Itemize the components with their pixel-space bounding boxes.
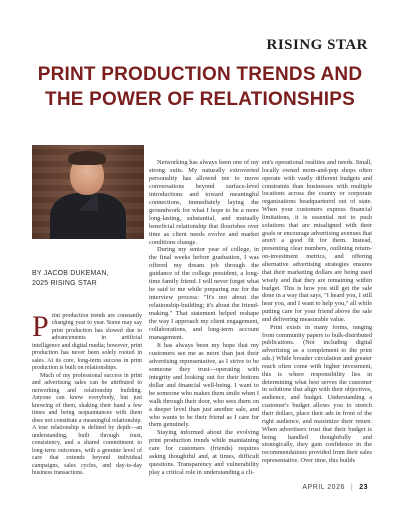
paragraph: Much of my professional success in print and advertising sales can be attributed to networking and relationship building. Anyone can know everybody, but just knowing of them, shaking their hand a few times and being acquaintances with them does not constitute a meaningful relationship. A true relationship is defined by depth—an understanding, built through trust, consistency, and a shared commitment to long-term outcomes, with a genuine level of care that extends beyond individual campaigns, sales cycles, and day-to-day business transactions. — [32, 372, 142, 477]
author-photo — [32, 145, 144, 239]
page-number: 23 — [359, 484, 368, 491]
byline-award: 2025 RISING STAR — [32, 279, 97, 287]
section-label: RISING STAR — [266, 37, 368, 53]
article-column-1 — [32, 310, 142, 478]
paragraph: Print production trends are constantly changing year to year. Some may say print production has slowed due to advancements in artificial intelligence and digital media; however, print production has never been solely rooted in sales. At its core, long-term success in print production is built on relationships. — [32, 310, 142, 372]
title-line-1: PRINT PRODUCTION TRENDS AND — [37, 64, 363, 85]
article-column-2 — [149, 159, 259, 477]
byline-author: BY JACOB DUKEMAN, — [32, 270, 109, 277]
page-footer — [302, 484, 368, 491]
issue-date: APRIL 2026 — [302, 484, 345, 491]
drop-cap: P — [32, 310, 49, 343]
article-column-3 — [262, 159, 372, 465]
folio-separator: | — [350, 484, 354, 491]
paragraph: It has always been my hope that my customers see me as more than just their advertising representative, as I strive to be someone they trust—operating with integrity and looking out for their bottom dollar and financial well-being. I want to be someone who makes them smile when I walk through their door, who sees them on a deeper level than just another sale, and who wants to be their friend as I care for them genuinely. — [149, 341, 259, 429]
paragraph: Networking has always been one of my strong suits. My naturally extroverted personality has allowed me to move conversations beyond surface-level introductions and toward meaningful connections, immediately laying the groundwork for what I hope to be a more long-lasting, substantial, and mutually beneficial relationship that flourishes over time as client needs evolve and market conditions change. — [149, 159, 259, 246]
paragraph: Print exists in many forms, ranging from community papers to bulk-distributed publications. (Not including digital advertising as a complement to the print ads.) While broader circulation and greater reach often come with higher investment, this is where responsibility lies in determining what best serves the customer in solutions that align with their objectives, audience, and budget. Understanding a customer's budget allows you to stretch their dollars, place their ads in front of the right audience, and maximize their return. When advertisers trust that their budget is being handled thoughtfully and strategically, they gain confidence in the recommendations provided from their sales representative. Over time, this builds — [262, 323, 372, 465]
article-title — [0, 62, 400, 112]
byline — [32, 269, 144, 288]
title-line-2: THE POWER OF RELATIONSHIPS — [45, 89, 355, 110]
paragraph: Staying informed about the evolving print production trends while maintaining care for customers (friends) requires asking thoughtful and, at times, difficult questions. Transparency and vulnerability play a critical role in understanding a cli- — [149, 429, 259, 477]
paragraph: During my senior year of college, in the final weeks before graduation, I was offered my dream job through the guidance of the college president, a long-time family friend. I will never forget what he said to me while preparing me for the interview process: "It's not about the relationship-building; it's about the friend-making." That statement helped reshape the way I approach my client engagement, collaborations, and long-term account management. — [149, 246, 259, 341]
paragraph: ent's operational realities and needs. Small, locally owned mom-and-pop shops often operate with vastly different budgets and constraints than businesses with multiple locations across the county or corporate organizations headquartered out of state. When your customers express financial limitations, it is essential not to push solutions that are misaligned with their goals or encourage advertising avenues that aren't a good fit for them. Instead, presenting clear numbers, outlining return-on-investment metrics, and offering alternative advertising strategies ensures that their marketing dollars are being used wisely and that they are remaining within budget. This is how you still get the sale done in a way that says, "I heard you, I still hear you, and I want to help you," all while putting care for your friend above the sale and delivering measurable value. — [262, 159, 372, 323]
